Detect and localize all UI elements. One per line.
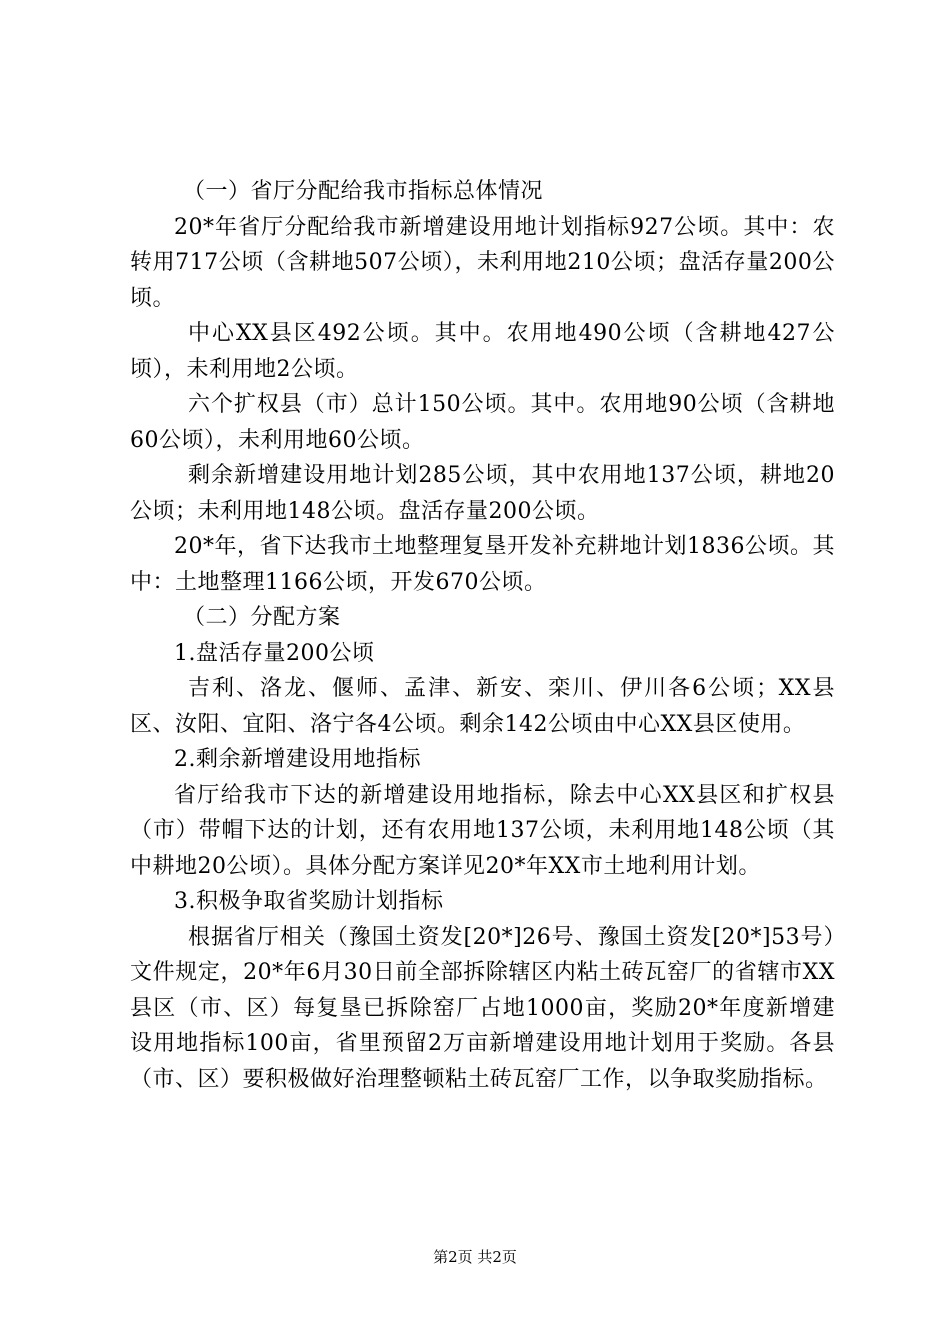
section-heading-1: （一）省厅分配给我市指标总体情况 [183, 179, 544, 204]
paragraph-remaining-plan: 剩余新增建设用地计划285公顷，其中农用地137公顷，耕地20公顷；未利用地148公顷。盘活存量200公顷。 [130, 463, 835, 524]
subheading-1: 1.盘活存量200公顷 [174, 640, 375, 666]
subheading-2: 2.剩余新增建设用地指标 [174, 747, 421, 772]
paragraph-land-consolidation: 20*年，省下达我市土地整理复垦开发补充耕地计划1836公顷。其中：土地整理1166公顷，开发670公顷。 [130, 534, 835, 595]
paragraph-remaining-indicators: 省厅给我市下达的新增建设用地指标，除去中心XX县区和扩权县（市）带帽下达的计划，还有农用地137公顷，未利用地148公顷（其中耕地20公顷）。具体分配方案详见20*年XX市土地利用计划。 [130, 782, 835, 879]
paragraph-overview: 20*年省厅分配给我市新增建设用地计划指标927公顷。其中：农转用717公顷（含耕地507公顷），未利用地210公顷；盘活存量200公顷。 [130, 214, 835, 311]
paragraph-expanded-counties: 六个扩权县（市）总计150公顷。其中。农用地90公顷（含耕地60公顷），未利用地60公顷。 [130, 392, 835, 453]
section-heading-2: （二）分配方案 [183, 605, 341, 630]
paragraph-central-county: 中心XX县区492公顷。其中。农用地490公顷（含耕地427公顷），未利用地2公顷。 [130, 321, 835, 382]
document-body [130, 174, 835, 1097]
page-footer: 第2页 共2页 [433, 1248, 517, 1266]
paragraph-stock-allocation: 吉利、洛龙、偃师、孟津、新安、栾川、伊川各6公顷；XX县区、汝阳、宜阳、洛宁各4公顷。剩余142公顷由中心XX县区使用。 [130, 676, 835, 737]
paragraph-reward-policy: 根据省厅相关（豫国土资发[20*]26号、豫国土资发[20*]53号）文件规定，20*年6月30日前全部拆除辖区内粘土砖瓦窑厂的省辖市XX县区（市、区）每复垦已拆除窑厂占地1000亩，奖励20*年度新增建设用地指标100亩，省里预留2万亩新增建设用地计划用于奖励。各县（市、区）要积极做好治理整顿粘土砖瓦窑厂工作，以争取奖励指标。 [130, 924, 835, 1092]
subheading-3: 3.积极争取省奖励计划指标 [174, 889, 444, 914]
